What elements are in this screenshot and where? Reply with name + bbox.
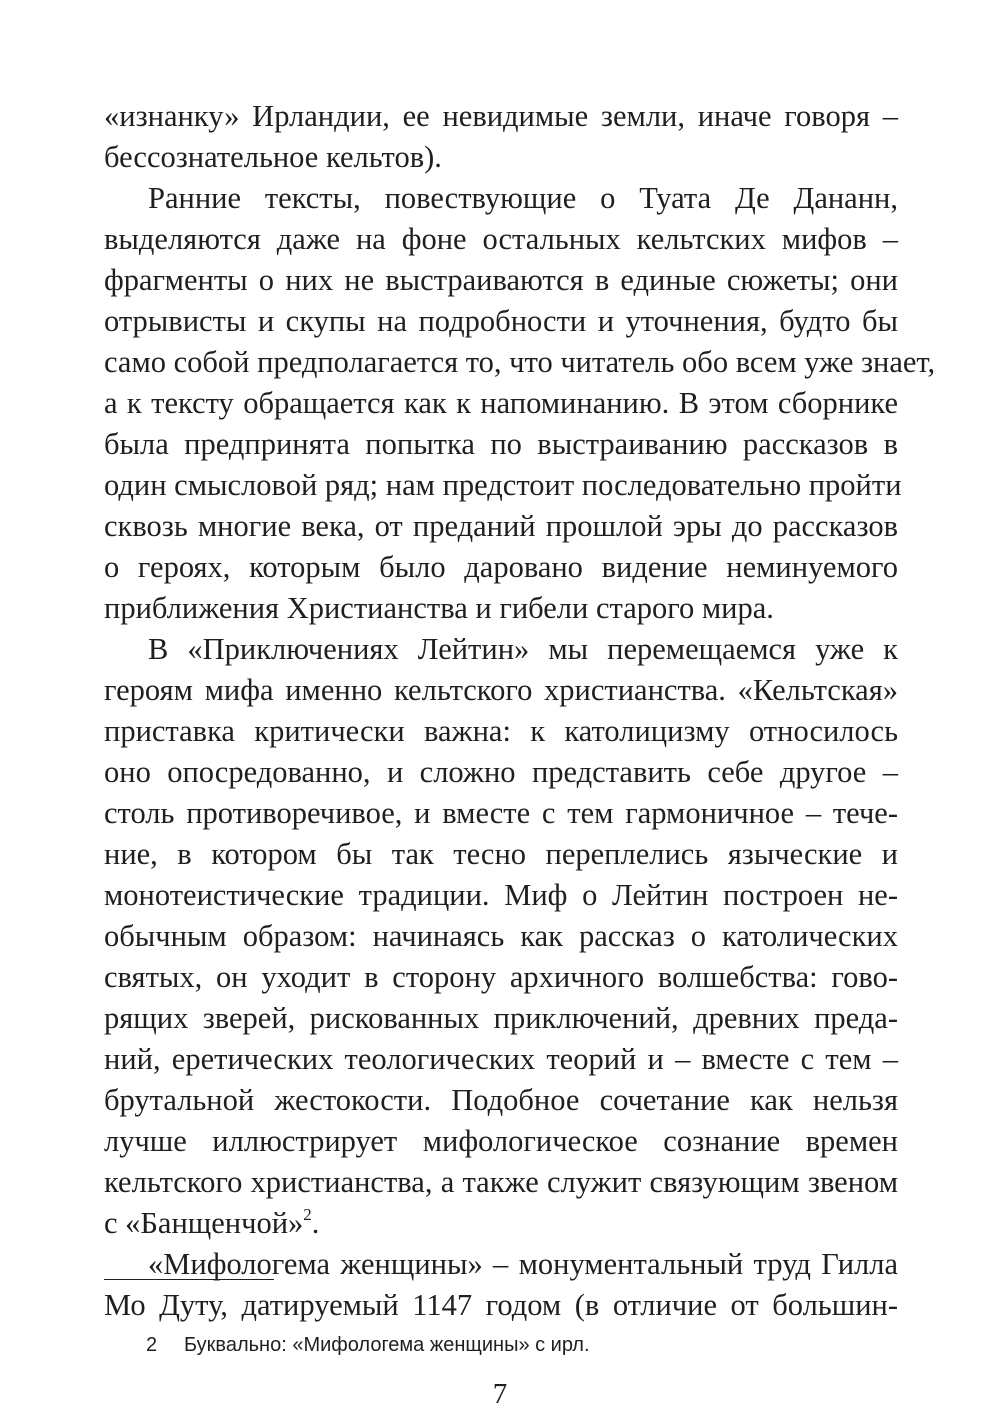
text-line: кельтского христианства, а также служит связующим звеном — [104, 1165, 898, 1199]
text-line: один смысловой ряд; нам предстоит последовательно пройти — [104, 468, 902, 502]
paragraph-first-line: В «Приключениях Лейтин» мы перемещаемся уже к — [148, 632, 898, 666]
text-line: столь противоречивое, и вместе с тем гармоничное – тече- — [104, 796, 898, 830]
text-line: лучше иллюстрирует мифологическое сознание времен — [104, 1124, 898, 1158]
text-line: «изнанку» Ирландии, ее невидимые земли, иначе говоря – — [104, 99, 898, 133]
text-line: о героях, которым было даровано видение неминуемого — [104, 550, 898, 584]
text-line: монотеистические традиции. Миф о Лейтин построен не- — [104, 878, 898, 912]
text-line: фрагменты о них не выстраиваются в единые сюжеты; они — [104, 263, 898, 297]
text-line: была предпринята попытка по выстраиванию рассказов в — [104, 427, 898, 461]
paragraph-first-line: «Мифологема женщины» – монументальный труд Гилла — [148, 1247, 898, 1281]
footnote — [146, 1330, 590, 1360]
text-line: рящих зверей, рискованных приключений, древних преда- — [104, 1001, 898, 1035]
text-line: с «Банщенчой»$^2$. — [104, 1205, 320, 1240]
text-line: ние, в котором бы так тесно переплелись языческие и — [104, 837, 898, 871]
footnote-text: Буквально: «Мифологема женщины» с ирл. — [184, 1334, 590, 1356]
text-line: оно опосредованно, и сложно представить себе другое – — [104, 755, 898, 789]
page-number: 7 — [492, 1378, 508, 1410]
text-line: выделяются даже на фоне остальных кельтских мифов – — [104, 222, 898, 256]
text-line: сквозь многие века, от преданий прошлой эры до рассказов — [104, 509, 898, 543]
text-line: ний, еретических теологических теорий и – вместе с тем – — [104, 1042, 898, 1076]
text-line: приближения Христианства и гибели старого мира. — [104, 591, 774, 625]
footnote-mark: 2 — [146, 1334, 158, 1356]
text-line: героям мифа именно кельтского христианства. «Кельтская» — [104, 673, 898, 707]
text-line: а к тексту обращается как к напоминанию. В этом сборнике — [104, 386, 898, 420]
text-line: святых, он уходит в сторону архичного волшебства: гово- — [104, 960, 898, 994]
text-fragment: с «Банщенчой» — [104, 1206, 304, 1240]
text-line: отрывисты и скупы на подробности и уточнения, будто бы — [104, 304, 898, 338]
paragraph-first-line: Ранние тексты, повествующие о Туата Де Дананн, — [148, 181, 898, 215]
text-line: приставка критически важна: к католицизму относилось — [104, 714, 898, 748]
text-line: бессознательное кельтов). — [104, 140, 442, 174]
text-line: Мо Дуту, датируемый 1147 годом (в отличие от большин- — [104, 1288, 898, 1322]
text-line: брутальной жестокости. Подобное сочетание как нельзя — [104, 1083, 898, 1117]
footnote-reference: 2 — [303, 1205, 312, 1224]
text-line: обычным образом: начинаясь как рассказ о католических — [104, 919, 898, 953]
footnote-separator — [104, 1279, 274, 1280]
text-line: само собой предполагается то, что читатель обо всем уже знает, — [104, 345, 936, 379]
